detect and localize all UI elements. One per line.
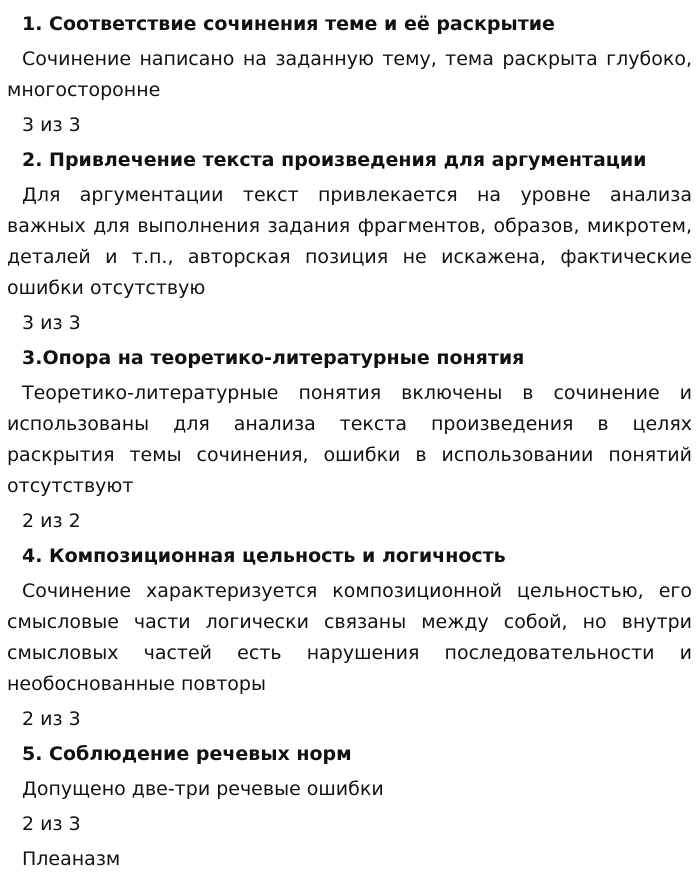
criterion-description: Сочинение характеризуется композиционной цельностью, его смысловые части логически связаны между собой, но внутри смысловых частей есть нарушения последовательности и необоснованные повторы — [7, 580, 692, 695]
criterion-4 — [7, 541, 692, 735]
criterion-heading: 2. Привлечение текста произведения для аргументации — [22, 149, 647, 171]
criterion-note: Плеаназм — [22, 848, 121, 870]
criterion-5 — [7, 739, 692, 875]
criterion-description: Теоретико-литературные понятия включены в сочинение и использованы для анализа текста произведения в целях раскрытия темы сочинения, ошибки в использовании понятий отсутствуют — [7, 382, 692, 497]
criterion-3 — [7, 343, 692, 537]
criterion-description: Допущено две-три речевые ошибки — [22, 778, 384, 800]
criterion-heading: 3.Опора на теоретико-литературные понятия — [22, 347, 525, 369]
criterion-heading: 5. Соблюдение речевых норм — [22, 743, 352, 765]
criterion-score: 2 из 2 — [22, 510, 81, 532]
criterion-score: 3 из 3 — [22, 114, 81, 136]
criterion-description: Для аргументации текст привлекается на уровне анализа важных для выполнения задания фрагментов, образов, микротем, деталей и т.п., авторская позиция не искажена, фактические ошибки отсутствую — [7, 184, 692, 299]
criterion-score: 2 из 3 — [22, 708, 81, 730]
criterion-heading: 1. Соответствие сочинения теме и её раскрытие — [22, 13, 555, 35]
criterion-score: 2 из 3 — [22, 813, 81, 835]
criterion-description: Сочинение написано на заданную тему, тема раскрыта глубоко, многосторонне — [7, 48, 692, 101]
criterion-heading: 4. Композиционная цельность и логичность — [22, 545, 506, 567]
criterion-2 — [7, 145, 692, 339]
criterion-1 — [7, 9, 692, 141]
criterion-score: 3 из 3 — [22, 312, 81, 334]
